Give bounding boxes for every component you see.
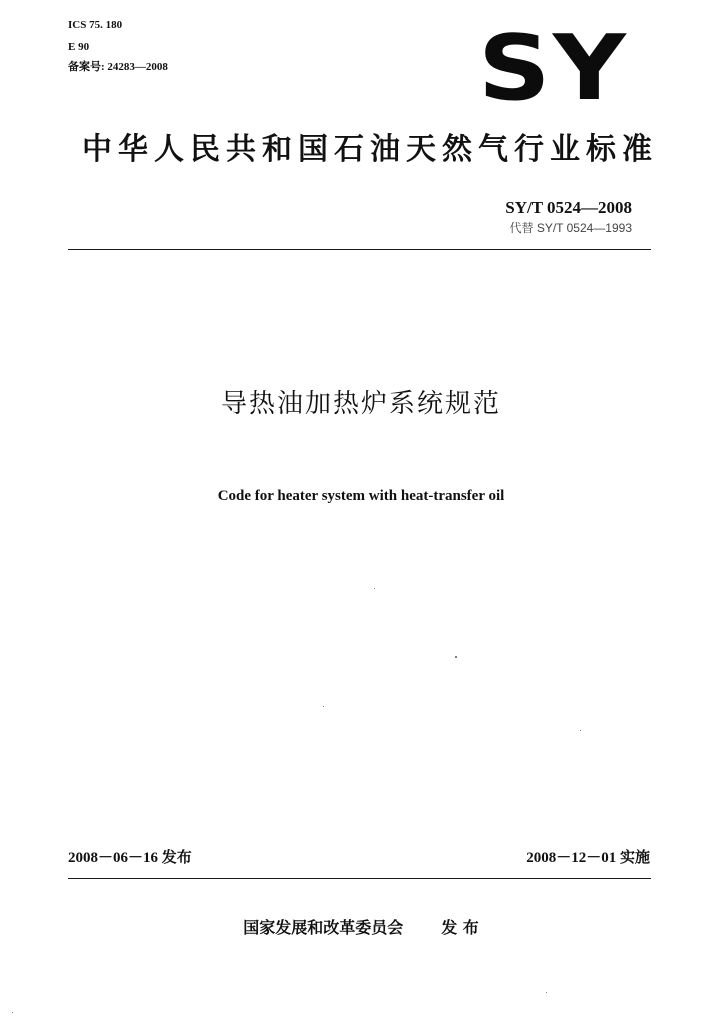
issuer-action: 发 布 [441,918,479,937]
scan-speck [374,588,375,589]
replaces-standard: 代替 SY/T 0524—1993 [509,221,632,235]
implementation-date: 2008－12－01 实施 [526,850,650,866]
scan-speck [323,706,324,707]
document-title: 导热油加热炉系统规范 [220,389,501,419]
scan-speck [12,1012,13,1013]
top-divider [68,249,651,250]
issuer-line [0,916,722,940]
ccs-code: E 90 [68,41,90,53]
sy-logo: SY [478,16,629,121]
issuer-name: 国家发展和改革委员会 [243,918,404,937]
registration-number: 备案号: 24283—2008 [68,61,168,73]
scan-speck [580,730,581,731]
scan-speck [455,656,457,658]
document-title-english: Code for heater system with heat-transfer oil [217,488,505,504]
standard-title: 中华人民共和国石油天然气行业标准 [82,132,658,167]
ics-code: ICS 75. 180 [68,19,123,31]
issue-date: 2008－06－16 发布 [68,850,192,866]
bottom-divider [68,878,651,879]
scan-speck [546,992,547,993]
standard-code: SY/T 0524—2008 [505,198,632,217]
